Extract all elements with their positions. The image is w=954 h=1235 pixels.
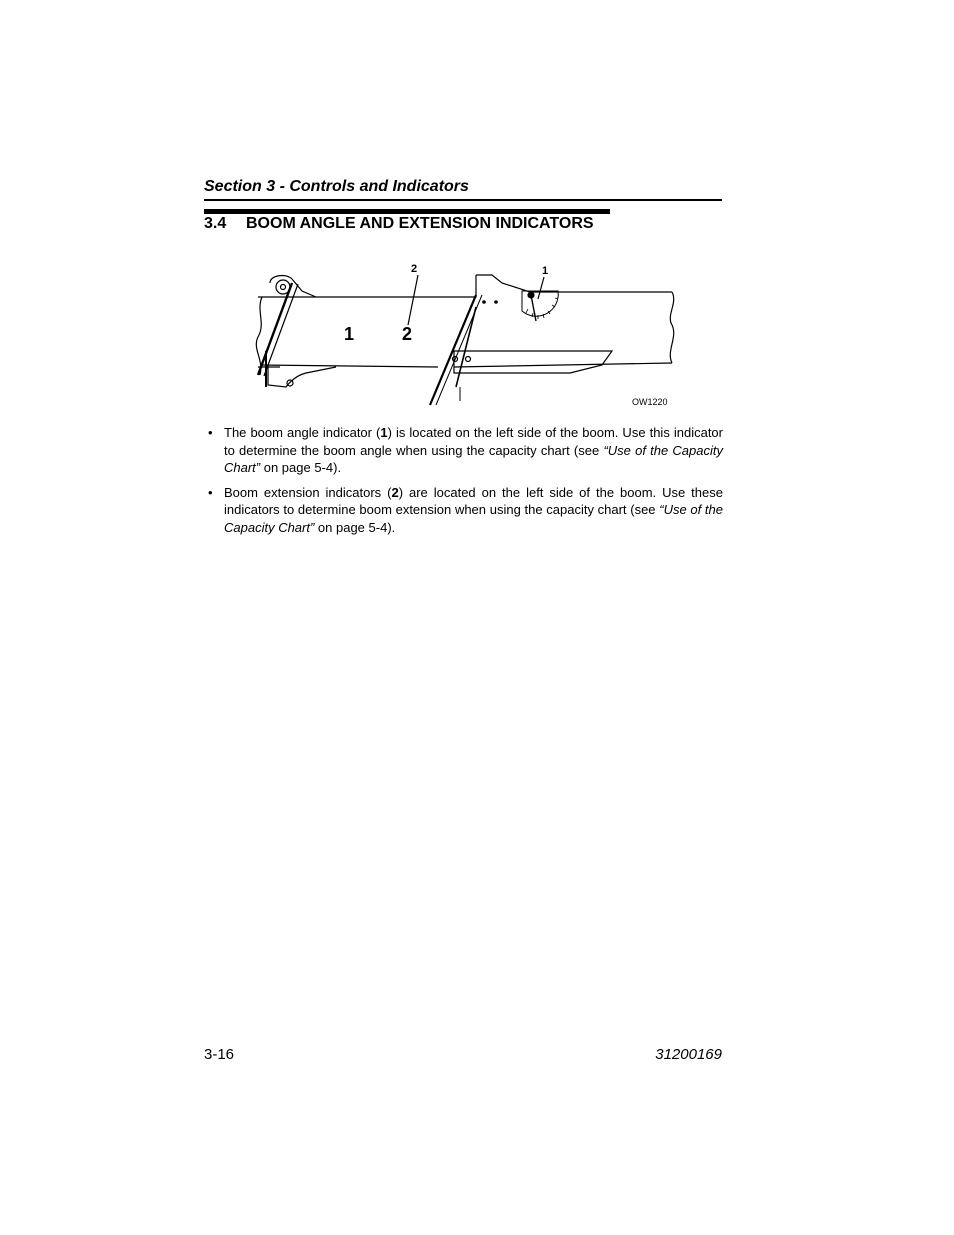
bullet-angle-indicator — [204, 424, 723, 477]
bullet-dot: • — [208, 425, 213, 440]
bullet-bold-ref: 2 — [391, 484, 399, 500]
section-title-text: BOOM ANGLE AND EXTENSION INDICATORS — [246, 215, 594, 232]
capacity-chart-reference: “Use of the Capacity Chart” — [224, 502, 723, 535]
decal-1-label: 1 — [343, 324, 355, 344]
section-title — [204, 215, 594, 233]
indicator-bullet-list — [204, 424, 723, 543]
bullet-text: ) are located on the left side of the boom. Use these indicators to determine boom extension when using the capacity chart (see — [224, 484, 723, 517]
bullet-bold-ref: 1 — [380, 425, 388, 440]
bullet-text: on page 5-4). — [314, 519, 396, 535]
boom-indicator-figure — [240, 255, 680, 415]
figure-code: OW1220 — [632, 397, 668, 407]
section-number: 3.4 — [204, 215, 227, 232]
boom-illustration — [240, 255, 680, 415]
callout-2-label: 2 — [410, 263, 418, 275]
header-rule — [204, 199, 722, 201]
heading-rule — [204, 209, 610, 214]
bullet-extension-indicator — [204, 484, 723, 537]
bullet-text: on page 5-4). — [260, 460, 342, 475]
decal-2-label: 2 — [401, 324, 413, 344]
bullet-text: The boom angle indicator ( — [224, 425, 381, 440]
bullet-text: Boom extension indicators ( — [224, 484, 392, 500]
bullet-text: ) is located on the left side of the boom. Use this indicator to determine the boom angle when using the capacity chart (see — [224, 425, 723, 458]
capacity-chart-reference: “Use of the Capacity Chart” — [224, 442, 723, 475]
bullet-dot: • — [208, 484, 213, 500]
page-number: 3-16 — [204, 1046, 235, 1063]
document-number: 31200169 — [655, 1046, 722, 1063]
callout-1-label: 1 — [541, 265, 549, 277]
section-header: Section 3 - Controls and Indicators — [204, 178, 469, 195]
